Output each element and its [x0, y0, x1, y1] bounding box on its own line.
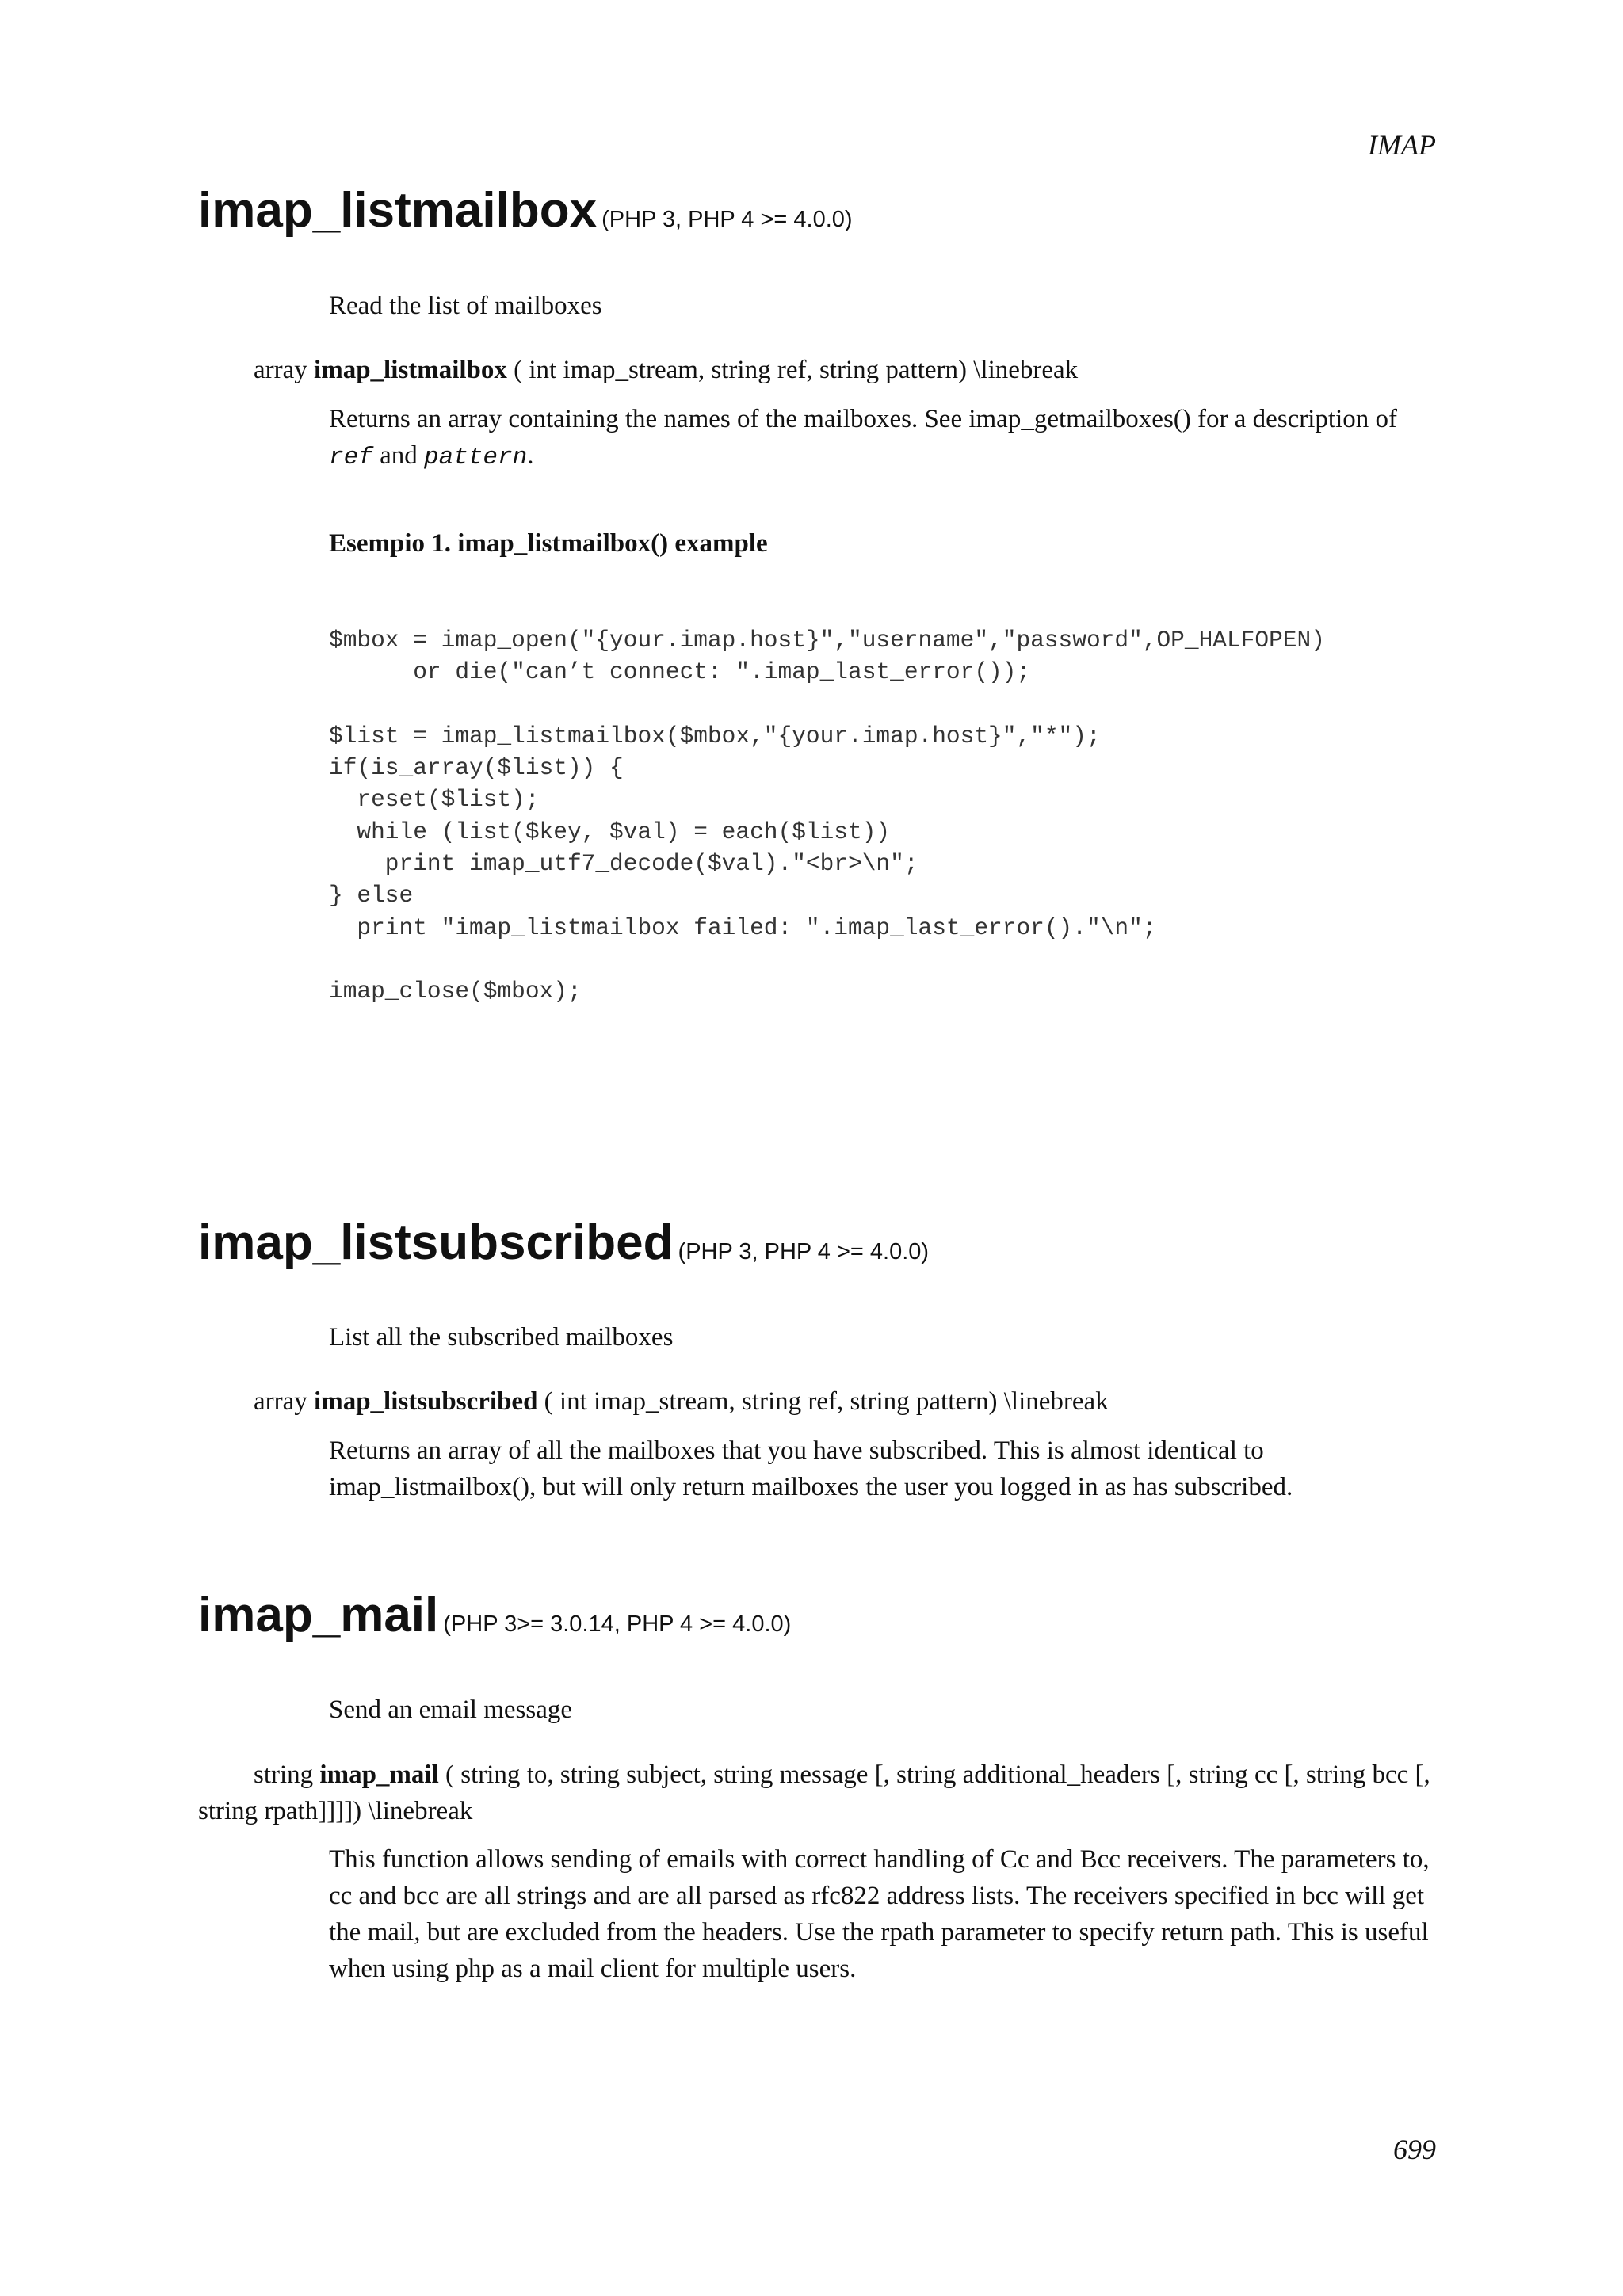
function-synopsis — [198, 352, 1434, 388]
description-text: Returns an array containing the names of the mailboxes. See imap_getmailboxes() for a description of — [329, 405, 1398, 433]
synopsis-function-name: imap_listmailbox — [314, 356, 507, 384]
example-title: Esempio 1. imap_listmailbox() example — [329, 529, 768, 558]
function-purpose: Send an email message — [329, 1695, 572, 1724]
synopsis-function-name: imap_listsubscribed — [314, 1387, 538, 1416]
function-description: Returns an array of all the mailboxes that you have subscribed. This is almost identical to imap_listmailbox(), but will only return mailboxes the user you logged in as has subscribed. — [329, 1436, 1293, 1501]
page-number: 699 — [1393, 2134, 1436, 2165]
function-synopsis — [198, 1756, 1434, 1829]
synopsis-arguments: ( string to, string subject, string message [, string additional_headers [, string cc [, string bcc [, string rpath]]]]) \linebreak — [198, 1760, 1430, 1825]
synopsis-arguments: ( int imap_stream, string ref, string pattern) \linebreak — [544, 1387, 1109, 1416]
running-header: IMAP — [1368, 129, 1436, 161]
return-type: array — [254, 1387, 307, 1416]
function-description: This function allows sending of emails with correct handling of Cc and Bcc receivers. The parameters to, cc and bcc are all strings and are all parsed as rfc822 address lists. The receivers specified in bcc will get the mail, but are excluded from the headers. Use the rpath parameter to specify return path. This is useful when using php as a mail client for multiple users. — [329, 1845, 1430, 1983]
function-purpose: Read the list of mailboxes — [329, 292, 602, 320]
function-title-imap-listsubscribed — [198, 1215, 929, 1271]
function-version: (PHP 3, PHP 4 >= 4.0.0) — [601, 207, 853, 232]
function-version: (PHP 3>= 3.0.14, PHP 4 >= 4.0.0) — [443, 1611, 792, 1637]
function-name: imap_listmailbox — [198, 183, 598, 238]
function-version: (PHP 3, PHP 4 >= 4.0.0) — [678, 1239, 930, 1264]
example-code-block: $mbox = imap_open("{your.imap.host}","username","password",OP_HALFOPEN) or die("can’t connect: ".imap_last_error()); $list = imap_listmailbox($mbox,"{your.imap.host}","*"); if(is_array($list)) { reset($list); while (list($key, $val) = each($list)) print imap_utf7_decode($val)."<br>\n"; } else print "imap_listmailbox failed: ".imap_last_error()."\n"; imap_close($mbox); — [329, 627, 1325, 1005]
return-type: array — [254, 356, 307, 384]
return-type: string — [254, 1760, 314, 1789]
description-text: and — [372, 441, 424, 470]
function-name: imap_listsubscribed — [198, 1215, 674, 1270]
param-pattern: pattern — [423, 444, 528, 471]
function-title-imap-mail — [198, 1587, 791, 1643]
function-description — [329, 401, 1438, 476]
function-name: imap_mail — [198, 1588, 439, 1642]
description-text: . — [527, 441, 534, 470]
synopsis-arguments: ( int imap_stream, string ref, string pattern) \linebreak — [514, 356, 1079, 384]
function-synopsis — [198, 1383, 1434, 1420]
param-ref: ref — [329, 444, 373, 471]
synopsis-function-name: imap_mail — [319, 1760, 439, 1789]
function-title-imap-listmailbox — [198, 182, 853, 238]
function-purpose: List all the subscribed mailboxes — [329, 1323, 674, 1352]
